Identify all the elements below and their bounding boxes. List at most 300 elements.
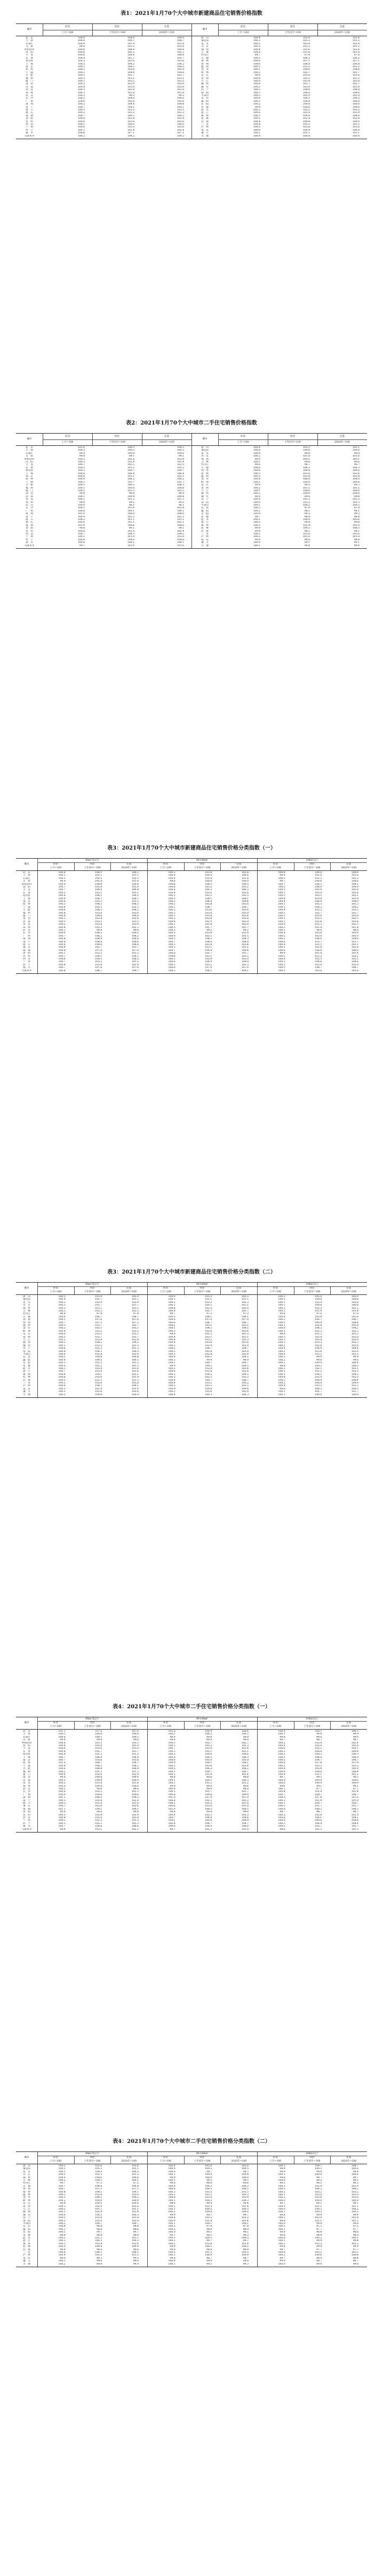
- index-value: 100.4: [77, 515, 85, 518]
- index-value: 101.1: [241, 1298, 249, 1301]
- index-value: 100.4: [168, 920, 175, 923]
- index-value: 101.3: [177, 498, 184, 501]
- index-value: 106.2: [95, 934, 102, 938]
- index-value: 100.5: [58, 1310, 66, 1313]
- index-value: 104.0: [127, 37, 134, 39]
- index-value: 106.5: [131, 958, 139, 961]
- index-value: 107.6: [95, 966, 102, 970]
- index-value: 107.0: [131, 1730, 139, 1733]
- index-value: 104.1: [127, 106, 134, 109]
- index-value: 105.6: [302, 533, 310, 535]
- index-value: 100.2: [352, 504, 360, 507]
- index-value: 99.8: [280, 1785, 285, 1788]
- index-value: 103.9: [95, 1339, 102, 1341]
- index-value: 100.6: [351, 880, 358, 883]
- index-value: 100.1: [58, 2219, 66, 2222]
- index-value: 100.7: [205, 1770, 212, 1773]
- index-value: 99.0: [316, 2262, 322, 2266]
- group-header: 144m²以上: [305, 859, 319, 862]
- index-value: 100.5: [278, 934, 285, 938]
- index-value: 100.4: [278, 2251, 285, 2254]
- city-name: 南 充: [23, 2257, 30, 2260]
- index-value: 105.0: [351, 963, 358, 966]
- index-value: 100.4: [352, 481, 360, 484]
- city-name: 桂 林: [201, 527, 209, 530]
- index-value: 100.6: [315, 1819, 322, 1822]
- index-value: 103.7: [177, 74, 184, 77]
- index-value: 107.6: [131, 966, 139, 970]
- index-value: 99.4: [353, 2239, 358, 2243]
- index-value: 103.1: [95, 1307, 102, 1310]
- index-value: 103.4: [352, 475, 360, 478]
- index-value: 100.4: [253, 77, 260, 80]
- index-value: 100.4: [168, 1382, 175, 1385]
- index-value: 100.2: [278, 2225, 285, 2228]
- index-value: 98.1: [354, 530, 360, 533]
- city-name: 吉 林: [201, 461, 209, 463]
- index-value: 100.6: [58, 897, 66, 900]
- city-name: 南 宁: [26, 515, 33, 518]
- city-name: 九 江: [201, 490, 209, 492]
- index-value: 103.4: [205, 915, 212, 917]
- table-section-t1: [0, 0, 383, 427]
- index-value: 102.6: [241, 1330, 249, 1333]
- index-value: 103.6: [177, 120, 184, 123]
- index-value: 106.9: [95, 1756, 102, 1759]
- city-name: 锦 州: [23, 2176, 30, 2179]
- index-value: 99.6: [133, 1811, 139, 1814]
- index-value: 99.3: [129, 94, 134, 97]
- index-value: 100.4: [58, 1350, 66, 1353]
- index-value: 105.5: [131, 961, 139, 964]
- index-value: 105.3: [131, 1347, 139, 1350]
- index-value: 100.3: [253, 100, 260, 103]
- column-header: 同比: [200, 1287, 205, 1290]
- index-value: 104.2: [351, 1327, 358, 1330]
- column-subheader: 上月=100: [269, 1725, 282, 1728]
- index-value: 103.2: [95, 1330, 102, 1333]
- index-value: 104.7: [131, 969, 139, 972]
- index-value: 100.5: [205, 1364, 212, 1367]
- city-column-header: 城市: [27, 28, 32, 31]
- index-value: 100.7: [315, 1802, 322, 1805]
- index-value: 103.5: [131, 920, 139, 923]
- city-name: 惠 州: [201, 114, 209, 117]
- index-value: 100.5: [168, 1353, 175, 1356]
- index-value: 100.4: [168, 2196, 175, 2199]
- index-value: 103.2: [241, 2217, 249, 2220]
- index-value: 105.3: [241, 1295, 249, 1298]
- index-value: 99.4: [243, 1785, 249, 1788]
- index-value: 100.2: [58, 2237, 66, 2239]
- index-value: 100.6: [58, 1790, 66, 1794]
- index-value: 103.9: [205, 1350, 212, 1353]
- city-name: 韶 关: [201, 518, 209, 521]
- index-value: 100.2: [351, 1364, 358, 1367]
- city-name: 宁 波: [26, 71, 33, 74]
- city-name: 宜 昌: [201, 507, 209, 510]
- city-name: 沈 阳: [23, 886, 30, 889]
- index-value: 100.4: [58, 894, 66, 898]
- index-value: 100.3: [58, 929, 66, 932]
- index-value: 103.1: [351, 943, 358, 946]
- index-value: 103.5: [205, 955, 212, 958]
- city-name: 兰 州: [23, 1819, 30, 1822]
- index-value: 100.2: [77, 68, 85, 71]
- rule: [257, 2164, 258, 2267]
- index-value: 101.5: [95, 2173, 102, 2177]
- city-name: 徐 州: [23, 1318, 30, 1322]
- index-value: 100.4: [58, 915, 66, 917]
- index-value: 107.3: [95, 1321, 102, 1324]
- column-header: 定基: [164, 435, 170, 438]
- index-value: 104.4: [351, 1347, 358, 1350]
- index-value: 101.8: [127, 117, 134, 121]
- index-value: 98.6: [97, 1788, 102, 1790]
- index-value: 99.9: [280, 2231, 285, 2234]
- index-value: 100.4: [58, 1330, 66, 1333]
- rule: [257, 1729, 258, 1832]
- index-value: 101.8: [177, 507, 184, 510]
- index-value: 104.5: [95, 1350, 102, 1353]
- index-value: 100.4: [315, 1379, 322, 1382]
- index-value: 101.1: [205, 1304, 212, 1307]
- index-value: 101.8: [127, 507, 134, 510]
- city-name: 唐 山: [23, 1295, 30, 1298]
- index-value: 100.3: [168, 1373, 175, 1376]
- index-value: 100.1: [168, 1819, 175, 1822]
- index-value: 103.1: [205, 946, 212, 949]
- column-subheader: 2020年=100: [159, 31, 174, 34]
- index-value: 100.6: [168, 961, 175, 964]
- index-value: 106.8: [352, 62, 360, 66]
- index-value: 104.1: [315, 1817, 322, 1819]
- index-value: 102.9: [95, 1813, 102, 1817]
- index-value: 100.4: [351, 1379, 358, 1382]
- index-value: 103.5: [241, 2190, 249, 2194]
- index-value: 103.2: [351, 2190, 358, 2194]
- city-name: 平顶山: [23, 2222, 30, 2225]
- index-value: 101.1: [58, 1796, 66, 1799]
- index-value: 103.3: [351, 1764, 358, 1767]
- index-value: 100.5: [278, 1756, 285, 1759]
- city-name: 成 都: [26, 524, 33, 527]
- index-value: 104.0: [315, 900, 322, 903]
- index-value: 100.7: [77, 106, 85, 109]
- index-value: 105.3: [352, 123, 360, 126]
- index-value: 100.3: [168, 1741, 175, 1745]
- column-subheader: 上月=100: [50, 1725, 62, 1728]
- index-value: 101.8: [302, 51, 310, 54]
- column-subheader: 上月=100: [61, 441, 74, 444]
- index-value: 98.1: [304, 509, 310, 513]
- table-row: [16, 545, 367, 547]
- index-value: 109.0: [241, 1793, 249, 1796]
- city-name: 襄 阳: [23, 1358, 30, 1362]
- city-name: 石家庄: [26, 42, 33, 45]
- index-value: 101.2: [315, 1828, 322, 1831]
- index-value: 108.1: [241, 1762, 249, 1765]
- index-value: 100.7: [77, 463, 85, 467]
- index-value: 104.6: [352, 68, 360, 71]
- index-value: 100.3: [58, 1733, 66, 1736]
- city-name: 包 头: [201, 452, 209, 455]
- index-value: 98.7: [316, 1811, 322, 1814]
- city-name: 太 原: [23, 880, 30, 883]
- index-value: 100.3: [131, 2239, 139, 2243]
- city-name: 南 宁: [23, 1799, 30, 1802]
- index-value: 100.4: [168, 1318, 175, 1322]
- index-value: 102.1: [95, 1333, 102, 1336]
- index-value: 100.2: [278, 915, 285, 917]
- index-value: 100.2: [351, 2208, 358, 2211]
- index-value: 100.3: [95, 2170, 102, 2173]
- index-value: 103.0: [302, 85, 310, 89]
- index-value: 100.4: [253, 498, 260, 501]
- index-value: 101.6: [302, 74, 310, 77]
- index-value: 108.5: [241, 1807, 249, 1811]
- index-value: 101.2: [352, 39, 360, 43]
- index-value: 100.9: [95, 1393, 102, 1396]
- column-header: 同比: [200, 863, 205, 866]
- rule: [218, 439, 367, 440]
- index-value: 99.7: [280, 1776, 285, 1779]
- index-value: 100.2: [168, 2228, 175, 2231]
- index-value: 101.1: [95, 874, 102, 877]
- index-value: 106.4: [127, 54, 134, 57]
- city-name: 沈 阳: [26, 461, 33, 463]
- city-name: 南 昌: [23, 1776, 30, 1779]
- index-value: 97.8: [206, 2225, 212, 2228]
- index-value: 102.8: [241, 1370, 249, 1373]
- index-value: 101.1: [95, 2237, 102, 2239]
- index-value: 103.6: [315, 932, 322, 935]
- index-value: 108.0: [127, 513, 134, 516]
- index-value: 100.7: [241, 1379, 249, 1382]
- city-name: 海 口: [26, 518, 33, 521]
- index-value: 105.4: [177, 129, 184, 132]
- city-name: 蚌 埠: [201, 481, 209, 484]
- index-value: 97.4: [304, 54, 310, 57]
- city-name: 洛 阳: [201, 501, 209, 504]
- index-value: 97.5: [316, 2225, 322, 2228]
- index-value: 105.4: [352, 37, 360, 39]
- index-value: 98.0: [316, 2234, 322, 2237]
- index-value: 109.6: [131, 1793, 139, 1796]
- index-value: 103.6: [95, 911, 102, 915]
- city-name: 北 京: [23, 1730, 30, 1733]
- index-value: 105.8: [205, 903, 212, 906]
- city-name: 太 原: [26, 45, 33, 49]
- index-value: 104.1: [95, 1385, 102, 1388]
- index-value: 99.9: [353, 1356, 358, 1359]
- index-value: 106.8: [131, 1767, 139, 1771]
- index-value: 100.0: [278, 1779, 285, 1782]
- city-name: 宁 波: [23, 1764, 30, 1767]
- index-value: 101.7: [315, 1805, 322, 1808]
- index-value: 100.4: [168, 1799, 175, 1802]
- index-value: 100.0: [58, 2245, 66, 2249]
- index-value: 100.5: [351, 1387, 358, 1390]
- city-name: 长 沙: [26, 97, 33, 100]
- index-value: 99.7: [170, 2234, 175, 2237]
- city-name: 锦 州: [201, 48, 209, 51]
- city-name: 哈尔滨: [26, 469, 33, 473]
- index-value: 105.9: [241, 958, 249, 961]
- index-value: 103.9: [315, 897, 322, 900]
- index-value: 99.6: [304, 461, 310, 463]
- index-value: 97.3: [206, 1313, 212, 1316]
- index-value: 105.6: [177, 100, 184, 103]
- index-value: 99.8: [316, 2222, 322, 2225]
- index-value: 100.3: [253, 71, 260, 74]
- index-value: 100.7: [58, 1805, 66, 1808]
- city-name: 安 庆: [201, 484, 209, 487]
- index-value: 100.0: [315, 1393, 322, 1396]
- index-value: 100.2: [168, 1802, 175, 1805]
- table-section-t2: [0, 410, 383, 836]
- data-table: [16, 1717, 367, 1833]
- index-value: 106.7: [95, 1315, 102, 1318]
- city-name: 牡丹江: [23, 1313, 30, 1316]
- index-value: 100.3: [352, 527, 360, 530]
- index-value: 106.8: [95, 889, 102, 892]
- index-value: 101.4: [241, 2205, 249, 2208]
- city-name: 锦 州: [23, 1307, 30, 1310]
- city-name: 呼和浩特: [21, 883, 32, 886]
- index-value: 100.2: [241, 2245, 249, 2249]
- index-value: 98.1: [178, 504, 184, 507]
- index-value: 106.6: [302, 469, 310, 473]
- city-name: 兰 州: [26, 126, 33, 129]
- index-value: 100.2: [205, 1356, 212, 1359]
- index-value: 99.9: [206, 1358, 212, 1362]
- index-value: 105.9: [315, 1767, 322, 1771]
- city-name: 太 原: [23, 1739, 30, 1742]
- city-name: 厦 门: [26, 490, 33, 492]
- city-name: 赣 州: [23, 1341, 30, 1345]
- index-value: 97.7: [353, 2248, 358, 2251]
- index-value: 105.9: [131, 963, 139, 966]
- index-value: 100.5: [58, 1335, 66, 1339]
- city-name: 石家庄: [23, 1735, 30, 1739]
- column-header: 同比: [200, 2156, 205, 2159]
- index-value: 100.9: [278, 1730, 285, 1733]
- index-value: 100.3: [77, 458, 85, 461]
- index-value: 103.2: [351, 909, 358, 912]
- column-subheader: 2020年=100: [121, 1291, 137, 1293]
- index-value: 100.6: [77, 126, 85, 129]
- index-value: 100.3: [127, 449, 134, 452]
- index-value: 100.4: [278, 1315, 285, 1318]
- index-value: 99.8: [97, 929, 102, 932]
- index-value: 103.8: [95, 2217, 102, 2220]
- index-value: 101.7: [205, 1790, 212, 1794]
- column-header: 环比: [53, 1287, 58, 1290]
- city-name: 杭 州: [23, 1762, 30, 1765]
- index-value: 100.5: [168, 909, 175, 912]
- index-value: 102.8: [351, 946, 358, 949]
- index-value: 105.0: [241, 1759, 249, 1762]
- index-value: 104.5: [205, 1373, 212, 1376]
- index-value: 108.1: [205, 1762, 212, 1765]
- index-value: 98.7: [353, 1811, 358, 1814]
- index-value: 99.7: [60, 2182, 66, 2185]
- column-header: 同比: [114, 26, 120, 28]
- index-value: 108.2: [315, 1807, 322, 1811]
- city-name: 遵 义: [201, 541, 209, 545]
- index-value: 99.4: [304, 544, 310, 547]
- city-name: 呼和浩特: [24, 48, 35, 51]
- index-value: 100.9: [205, 2254, 212, 2257]
- index-value: 102.2: [315, 1307, 322, 1310]
- city-name: 唐 山: [201, 37, 209, 39]
- index-value: 101.7: [315, 1390, 322, 1394]
- index-value: 102.7: [302, 71, 310, 74]
- index-value: 98.6: [133, 2248, 139, 2251]
- index-value: 101.5: [302, 486, 310, 490]
- index-value: 99.9: [60, 2202, 66, 2205]
- index-value: 102.5: [351, 917, 358, 921]
- index-value: 100.3: [278, 1788, 285, 1790]
- index-value: 107.0: [95, 949, 102, 952]
- city-name: 重 庆: [26, 521, 33, 524]
- index-value: 99.3: [243, 2262, 249, 2266]
- city-name: 厦 门: [26, 80, 33, 83]
- index-value: 100.5: [168, 1745, 175, 1747]
- index-value: 101.0: [352, 455, 360, 458]
- index-value: 104.2: [351, 906, 358, 909]
- index-value: 101.3: [95, 1379, 102, 1382]
- index-value: 100.4: [253, 134, 260, 138]
- index-value: 100.8: [352, 103, 360, 106]
- index-value: 103.1: [351, 894, 358, 898]
- index-value: 106.0: [205, 1825, 212, 1828]
- index-value: 103.1: [177, 77, 184, 80]
- index-value: 102.9: [131, 1376, 139, 1379]
- index-value: 100.1: [278, 2239, 285, 2243]
- index-value: 100.1: [95, 2179, 102, 2182]
- index-value: 100.1: [77, 535, 85, 539]
- index-value: 100.6: [58, 900, 66, 903]
- column-subheader: 2020年=100: [231, 2160, 247, 2163]
- index-value: 101.9: [177, 42, 184, 45]
- index-value: 100.1: [58, 1387, 66, 1390]
- index-value: 100.3: [168, 1753, 175, 1756]
- index-value: 100.7: [95, 2222, 102, 2225]
- index-value: 105.5: [241, 2251, 249, 2254]
- index-value: 102.6: [315, 1344, 322, 1347]
- city-name: 南 京: [26, 475, 33, 478]
- index-value: 100.9: [131, 1779, 139, 1782]
- index-value: 103.1: [131, 891, 139, 894]
- rule: [220, 862, 221, 870]
- index-value: 100.2: [278, 911, 285, 915]
- data-table: [16, 858, 367, 974]
- index-value: 100.6: [168, 1370, 175, 1373]
- column-subheader: 上年同月=100: [304, 2160, 321, 2163]
- index-value: 105.3: [95, 1347, 102, 1350]
- index-value: 100.6: [205, 1753, 212, 1756]
- city-name: 成 都: [23, 1807, 30, 1811]
- index-value: 101.5: [127, 490, 134, 492]
- index-value: 100.3: [241, 1393, 249, 1396]
- index-value: 100.5: [168, 2251, 175, 2254]
- column-header: 环比: [273, 1287, 278, 1290]
- index-value: 100.0: [278, 2222, 285, 2225]
- index-value: 100.2: [351, 2167, 358, 2171]
- city-name: 金 华: [23, 2196, 30, 2199]
